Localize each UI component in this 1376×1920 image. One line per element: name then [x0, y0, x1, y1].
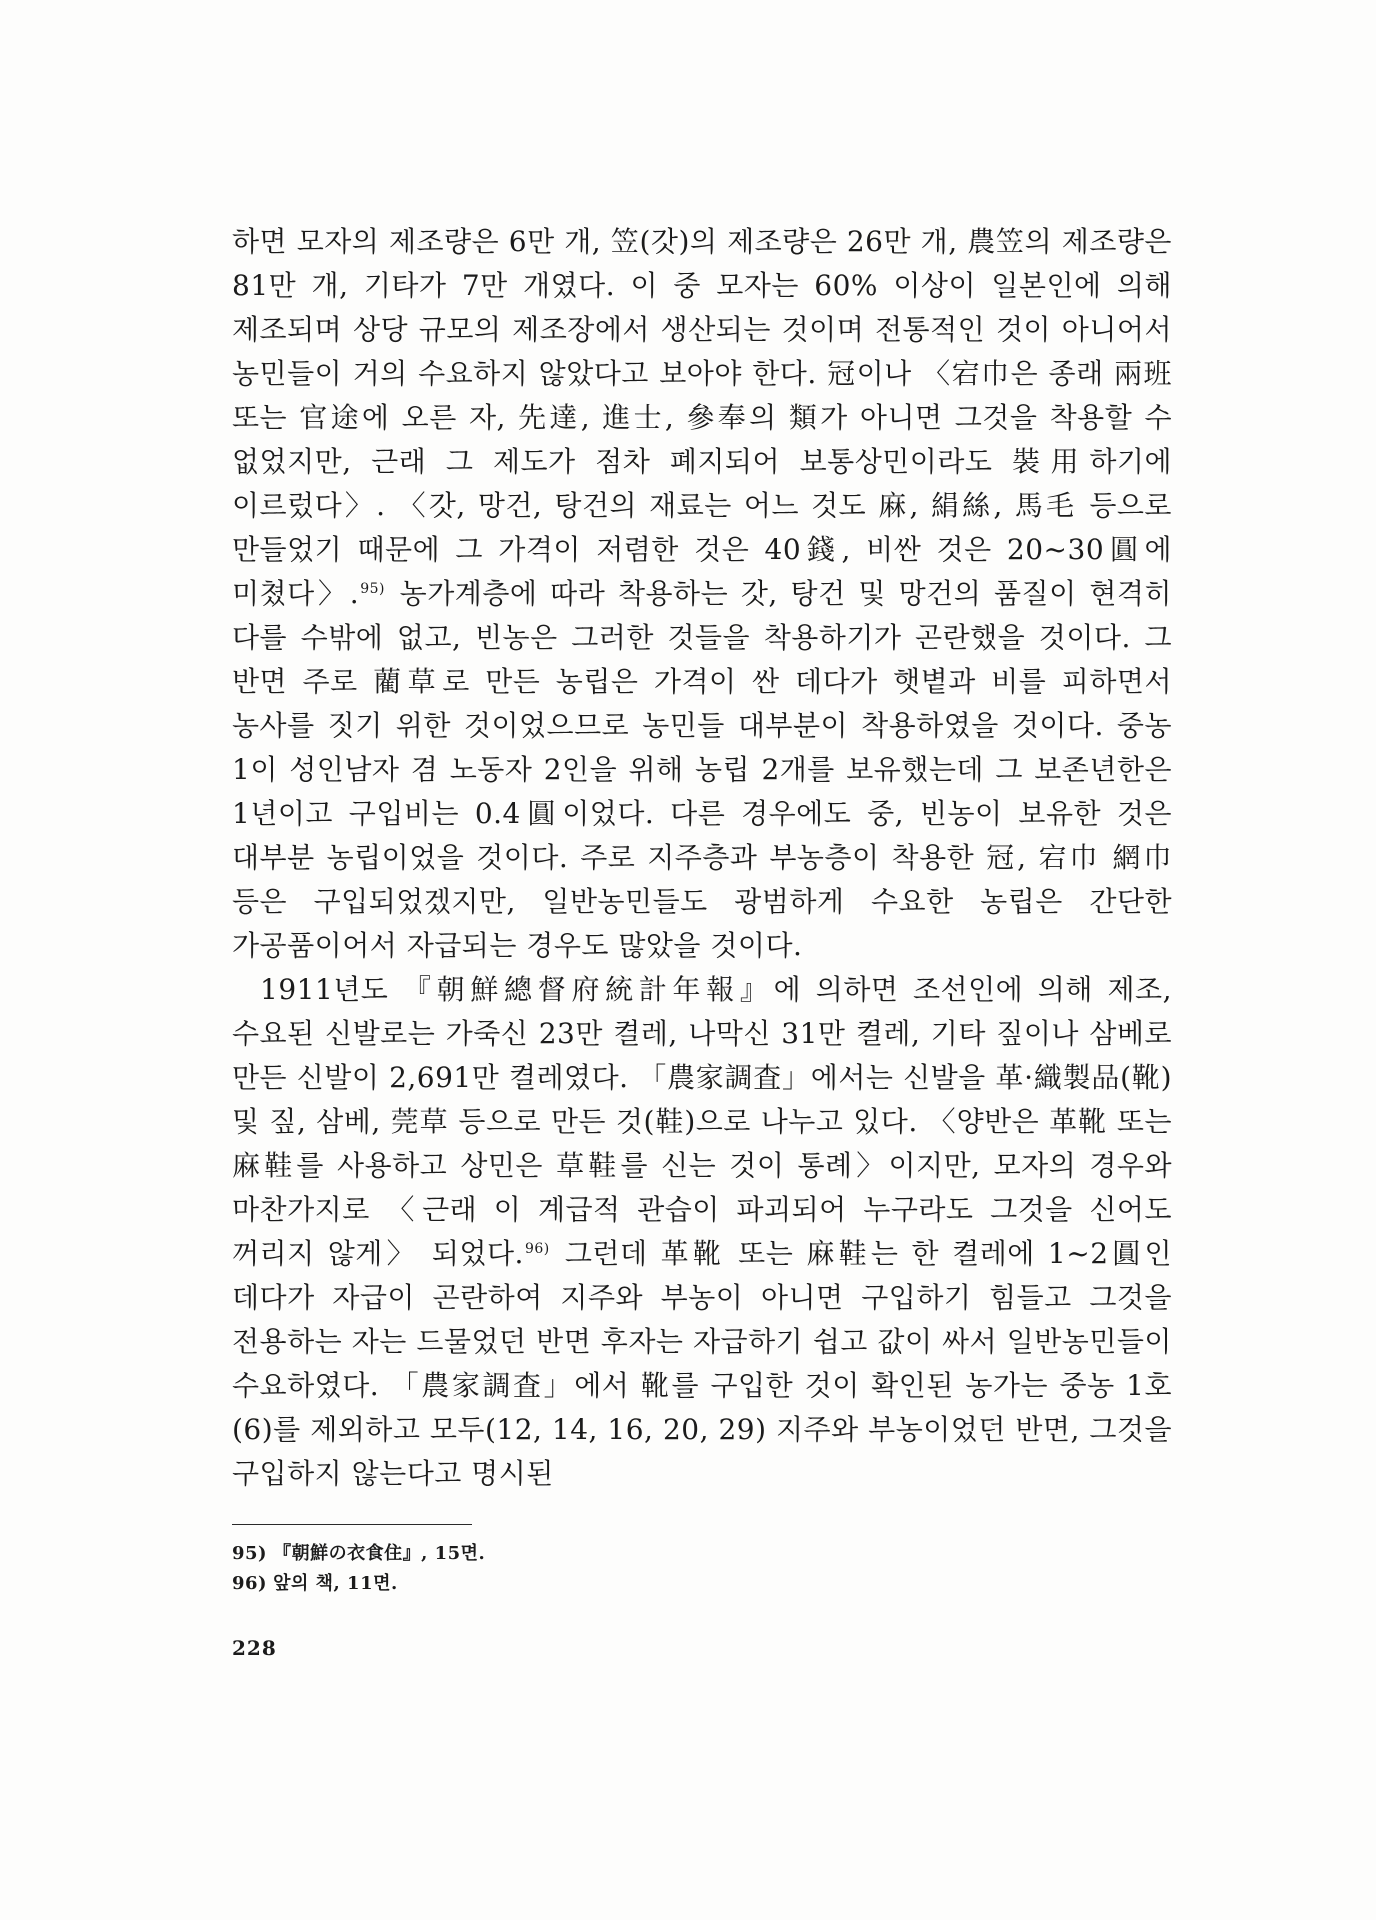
footnote-96 [232, 1569, 1172, 1599]
footnote-number: 96) [232, 1573, 268, 1594]
body-text [232, 220, 1172, 1496]
footnote-95 [232, 1539, 1172, 1569]
footnote-divider [232, 1524, 472, 1525]
paragraph-1-text-a: 하면 모자의 제조량은 6만 개, 笠(갓)의 제조량은 26만 개, 農笠의 제조량은 81만 개, 기타가 7만 개였다. 이 중 모자는 60% 이상이 일본인에 의해 제조되며 상당 규모의 제조장에서 생산되는 것이며 전통적인 것이 아니어서 농민들이 거의 수요하지 않았다고 보아야 한다. 冠이나 〈宕巾은 종래 兩班 또는 官途에 오른 자, 先達, 進士, 參奉의 類가 아니면 그것을 착용할 수 없었지만, 근래 그 제도가 점차 폐지되어 보통상민이라도 裝用하기에 이르렀다〉. 〈갓, 망건, 탕건의 재료는 어느 것도 麻, 絹絲, 馬毛 등으로 만들었기 때문에 그 가격이 저렴한 것은 40錢, 비싼 것은 20~30圓에 미쳤다〉. [232, 225, 1172, 610]
footnote-text: 『朝鮮の衣食住』, 15면. [273, 1543, 486, 1564]
paragraph-2-text-a: 1911년도 『朝鮮總督府統計年報』에 의하면 조선인에 의해 제조, 수요된 신발로는 가죽신 23만 켤레, 나막신 31만 켤레, 기타 짚이나 삼베로 만든 신발이 2,691만 켤레였다. 「農家調査」에서는 신발을 革·織製品(靴) 및 짚, 삼베, 莞草 등으로 만든 것(鞋)으로 나누고 있다. 〈양반은 革靴 또는 麻鞋를 사용하고 상민은 草鞋를 신는 것이 통례〉이지만, 모자의 경우와 마찬가지로 〈근래 이 계급적 관습이 파괴되어 누구라도 그것을 신어도 꺼리지 않게〉 되었다. [232, 973, 1172, 1270]
paragraph-2 [232, 968, 1172, 1496]
footnote-number: 95) [232, 1543, 268, 1564]
paragraph-1-text-b: 농가계층에 따라 착용하는 갓, 탕건 및 망건의 품질이 현격히 다를 수밖에 없고, 빈농은 그러한 것들을 착용하기가 곤란했을 것이다. 그 반면 주로 藺草로 만든 농립은 가격이 싼 데다가 햇볕과 비를 피하면서 농사를 짓기 위한 것이었으므로 농민들 대부분이 착용하였을 것이다. 중농 1이 성인남자 겸 노동자 2인을 위해 농립 2개를 보유했는데 그 보존년한은 1년이고 구입비는 0.4圓이었다. 다른 경우에도 중, 빈농이 보유한 것은 대부분 농립이었을 것이다. 주로 지주층과 부농층이 착용한 冠, 宕巾 網巾 등은 구입되었겠지만, 일반농민들도 광범하게 수요한 농립은 간단한 가공품이어서 자급되는 경우도 많았을 것이다. [232, 577, 1172, 962]
paragraph-1 [232, 220, 1172, 968]
footnote-text: 앞의 책, 11면. [273, 1573, 398, 1594]
paragraph-2-text-b: 그런데 革靴 또는 麻鞋는 한 켤레에 1~2圓인 데다가 자급이 곤란하여 지주와 부농이 아니면 구입하기 힘들고 그것을 전용하는 자는 드물었던 반면 후자는 자급하기 쉽고 값이 싸서 일반농민들이 수요하였다. 「農家調査」에서 靴를 구입한 것이 확인된 농가는 중농 1호(6)를 제외하고 모두(12, 14, 16, 20, 29) 지주와 부농이었던 반면, 그것을 구입하지 않는다고 명시된 [232, 1237, 1172, 1490]
footnote-ref-96: 96) [524, 1240, 550, 1257]
footnote-ref-95: 95) [360, 580, 385, 597]
page-number: 228 [232, 1636, 277, 1660]
footnotes [232, 1524, 1172, 1599]
